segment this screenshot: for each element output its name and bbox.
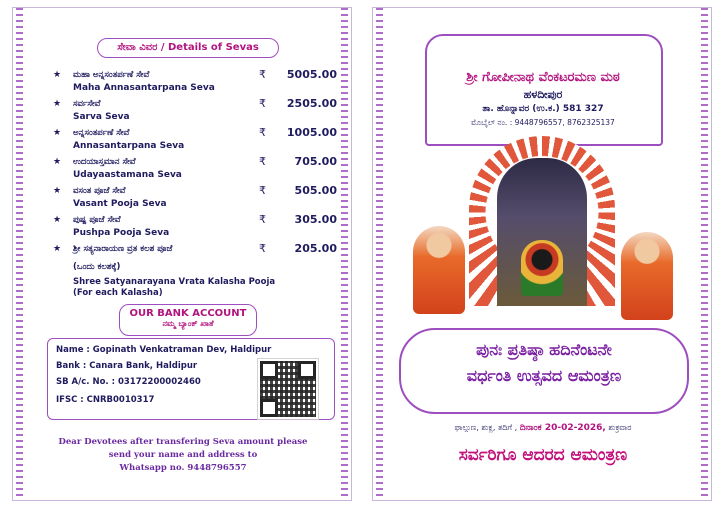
temple-name: ಶ್ರೀ ಗೋಪೀನಾಥ ವೆಂಕಟರಮಣ ಮಠ (466, 70, 620, 85)
seva-amount: 1005.00 (286, 126, 337, 139)
seva-name-kn: ವಸಂತ ಪೂಜೆ ಸೇವೆ (73, 186, 126, 196)
event-title-line1: ಪುನಃ ಪ್ರತಿಷ್ಠಾ ಹದಿನೆಂಟನೇ (476, 340, 612, 359)
bank-account-title-kn: ನಮ್ಮ ಬ್ಯಾಂಕ್ ಖಾತೆ (162, 319, 214, 328)
seva-name-kn: ಅನ್ನಸಂತರ್ಪಣೆ ಸೇವೆ (73, 128, 130, 138)
star-icon: ★ (53, 70, 62, 80)
seva-name-en (73, 277, 275, 299)
star-icon: ★ (53, 215, 62, 225)
star-icon: ★ (53, 186, 62, 196)
seva-name-en: Annasantarpana Seva (73, 141, 185, 151)
seva-name-en: Sarva Seva (73, 112, 130, 122)
date-prefix: ಫಾಲ್ಗುಣ, ಶುಕ್ಲ, ತದಿಗೆ , (454, 423, 518, 432)
seva-item (53, 211, 349, 240)
swamiji-left-image (413, 226, 465, 314)
seva-name-en-line1: Shree Satyanarayana Vrata Kalasha Pooja (73, 277, 276, 287)
bank-account-title: OUR BANK ACCOUNT (129, 308, 247, 319)
rupee-symbol: ₹ (259, 155, 266, 168)
invitation-panel (372, 7, 712, 501)
seva-name-en: Vasant Pooja Seva (73, 199, 167, 209)
bank-account-name: Name : Gopinath Venkatraman Dev, Haldipur (56, 345, 272, 355)
rupee-symbol: ₹ (259, 68, 266, 81)
rupee-symbol: ₹ (259, 242, 266, 255)
date-day: ಶುಕ್ರವಾರ (608, 423, 632, 432)
sevas-header: ಸೇವಾ ವಿವರ / Details of Sevas (97, 38, 279, 58)
seva-amount: 705.00 (294, 155, 337, 168)
qr-finder (260, 399, 278, 417)
seva-name-kn: ಪುಷ್ಪ ಪೂಜೆ ಸೇವೆ (73, 215, 121, 225)
seva-list (53, 66, 349, 320)
bank-account-header (119, 304, 257, 336)
qr-finder (298, 361, 316, 379)
bank-ifsc: IFSC : CNRB0010317 (56, 395, 155, 405)
invitation-text: ಸರ್ವರಿಗೂ ಆದರದ ಆಮಂತ್ರಣ (458, 445, 628, 465)
star-icon: ★ (53, 157, 62, 167)
star-icon: ★ (53, 244, 62, 254)
seva-item (53, 153, 349, 182)
seva-name-en-line2: (For each Kalasha) (73, 288, 163, 298)
devotee-note-line: send your name and address to (108, 450, 258, 460)
date-value: ದಿನಾಂಕ 20-02-2026, (519, 423, 606, 433)
temple-address: ತಾ. ಹೊನ್ನಾವರ (ಉ.ಕ.) 581 327 (482, 104, 604, 114)
temple-place: ಹಳದೀಪುರ (523, 88, 563, 101)
seva-item (53, 95, 349, 124)
star-icon: ★ (53, 99, 62, 109)
devotee-note (53, 436, 313, 475)
seva-note-kn: (ಒಂದು ಕಲಶಕ್ಕೆ) (73, 262, 121, 272)
seva-amount: 305.00 (294, 213, 337, 226)
star-icon: ★ (53, 128, 62, 138)
bank-account-number: SB A/c. No. : 03172200002460 (56, 377, 201, 387)
rupee-symbol: ₹ (259, 213, 266, 226)
right-border-decoration (701, 8, 708, 500)
devotee-note-line: Dear Devotees after transfering Seva amount please (58, 437, 308, 447)
temple-mobile: ಮೊಬೈಲ್ ನಂ. : 9448796557, 8762325137 (471, 118, 615, 127)
event-date (393, 423, 693, 433)
bank-name: Bank : Canara Bank, Haldipur (56, 361, 198, 371)
seva-name-kn: ಉದಯಾಸ್ತಮಾನ ಸೇವೆ (73, 157, 136, 167)
event-title-line2: ವರ್ಧಂತಿ ಉತ್ಸವದ ಆಮಂತ್ರಣ (466, 366, 622, 385)
rupee-symbol: ₹ (259, 126, 266, 139)
seva-amount: 5005.00 (286, 68, 337, 81)
seva-item (53, 66, 349, 95)
left-border-decoration (16, 8, 23, 500)
left-border-decoration (376, 8, 383, 500)
bank-details-box (47, 338, 335, 420)
seva-details-panel (12, 7, 352, 501)
seva-item (53, 182, 349, 211)
seva-amount: 2505.00 (286, 97, 337, 110)
seva-amount: 205.00 (294, 242, 337, 255)
seva-name-kn: ಮಹಾ ಅನ್ನಸಂತರ್ಪಣೆ ಸೇವೆ (73, 70, 150, 80)
seva-name-en: Pushpa Pooja Seva (73, 228, 170, 238)
rupee-symbol: ₹ (259, 97, 266, 110)
deity-idol-image (521, 240, 563, 296)
seva-item (53, 124, 349, 153)
seva-name-kn: ಸರ್ವಸೇವೆ (73, 99, 101, 109)
devotee-note-line: Whatsapp no. 9448796557 (119, 463, 247, 473)
seva-amount: 505.00 (294, 184, 337, 197)
qr-code-icon (258, 359, 318, 419)
rupee-symbol: ₹ (259, 184, 266, 197)
swamiji-right-image (621, 232, 673, 320)
seva-name-en: Udayaastamana Seva (73, 170, 182, 180)
seva-name-kn: ಶ್ರೀ ಸತ್ಯನಾರಾಯಣ ವ್ರತ ಕಲಶ ಪೂಜೆ (73, 244, 173, 254)
qr-finder (260, 361, 278, 379)
seva-name-en: Maha Annasantarpana Seva (73, 83, 215, 93)
